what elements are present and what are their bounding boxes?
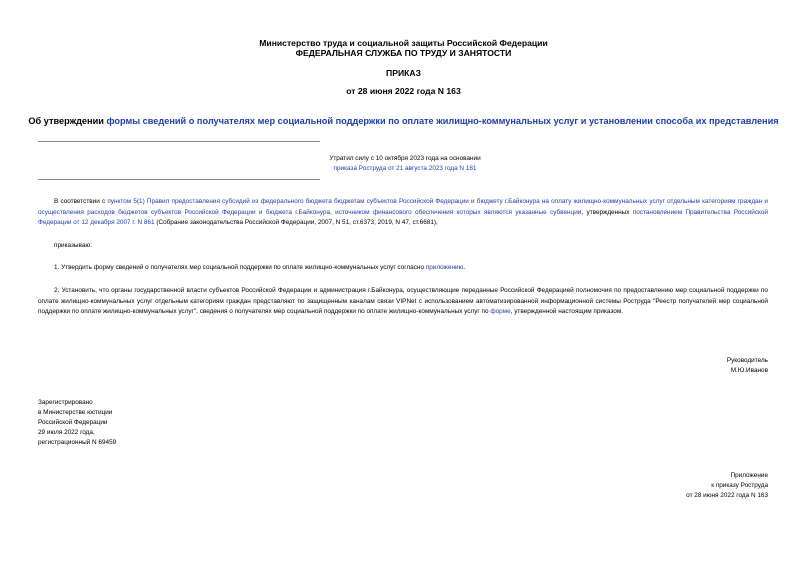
para3-text-2: . [463, 264, 466, 271]
resolution-link[interactable]: постановлением Правительства Российской Федерации от 12 декабря 2007 г. N 861 [38, 208, 768, 226]
registration-line: регистрационный N 69459 [38, 439, 117, 446]
registration-line: Российской Федерации [38, 419, 108, 426]
para1-text-1: В соответствии с [54, 198, 108, 205]
form-link[interactable]: форме [490, 308, 511, 315]
para1-text-3: (Собрание законодательства Российской Федерации, 2007, N 51, ст.6373; 2019, N 47, ст.6681), [154, 219, 438, 226]
paragraph-order: приказываю: [54, 242, 92, 249]
registration-line: 29 июля 2022 года, [38, 429, 95, 436]
status-text: Утратил силу с 10 октября 2023 года на основании [329, 155, 481, 162]
appendix-block [686, 471, 768, 501]
para4-text-1: 2. Установить, что органы государственной власти субъектов Российской Федерации и администрация г.Байконура, осуществляющие переданные Российской Федерацией полномочия по предоставлению мер социальной поддержки по оплате жилищно-коммунальных услуг отдельным категориям граждан представляют по защищенным каналам связи VIPNet с использованием автоматизированной информационной системы Роструда "Реестр получателей мер социальной поддержки по оплате жилищно-коммунальных услуг", сведения о получателях мер социальной поддержки по оплате жилищно-коммунальных услуг по [38, 287, 768, 315]
appendix-line: от 28 июня 2022 года N 163 [686, 492, 768, 499]
signature-name: М.Ю.Иванов [730, 367, 768, 374]
registration-line: в Министерстве юстиции [38, 409, 113, 416]
paragraph-item-2 [38, 286, 768, 318]
para1-text-2: , утвержденных [581, 208, 633, 216]
service-name: ФЕДЕРАЛЬНАЯ СЛУЖБА ПО ТРУДУ И ЗАНЯТОСТИ [295, 48, 512, 58]
document-type: ПРИКАЗ [386, 68, 421, 78]
registration-line: Зарегистрировано [38, 399, 93, 406]
appendix-link[interactable]: приложению [425, 264, 464, 271]
document-title [0, 116, 807, 127]
appendix-line: к приказу Роструда [711, 482, 768, 489]
document-date-number: от 28 июня 2022 года N 163 [346, 86, 461, 96]
para3-text-1: 1. Утвердить форму сведений о получателях мер социальной поддержки по оплате жилищно-коммунальных услуг согласно [54, 264, 426, 271]
para4-text-2: , утвержденной настоящим приказом. [510, 308, 623, 315]
divider-top [38, 141, 320, 142]
signature-block [727, 356, 768, 376]
ministry-name: Министерство труда и социальной защиты Российской Федерации [259, 38, 548, 48]
rules-link[interactable]: пунктом 5(1) Правил предоставления субсидий из федерального бюджета бюджетам субъектов Российской Федерации и бюджету г.Байконура на оплату жилищно-коммунальных услуг отдельным категориям граждан и осуществления расходов бюджетов субъектов Российской Федерации и бюджета г.Байконура, источником финансового обеспечения которых являются указанные субвенции [38, 198, 769, 216]
registration-block [38, 398, 116, 448]
appendix-line: Приложение [730, 472, 768, 479]
paragraph-basis [38, 197, 768, 229]
title-prefix: Об утверждении [28, 116, 107, 126]
divider-bottom [38, 179, 320, 180]
signature-position: Руководитель [726, 357, 768, 364]
status-note [280, 154, 530, 174]
paragraph-item-1 [38, 263, 768, 274]
title-form-link[interactable]: формы сведений о получателях мер социальной поддержки по оплате жилищно-коммунальных услуг и установлении способа их представления [106, 116, 779, 126]
status-order-link[interactable]: приказа Роструда от 21 августа 2023 года N 181 [333, 165, 477, 172]
